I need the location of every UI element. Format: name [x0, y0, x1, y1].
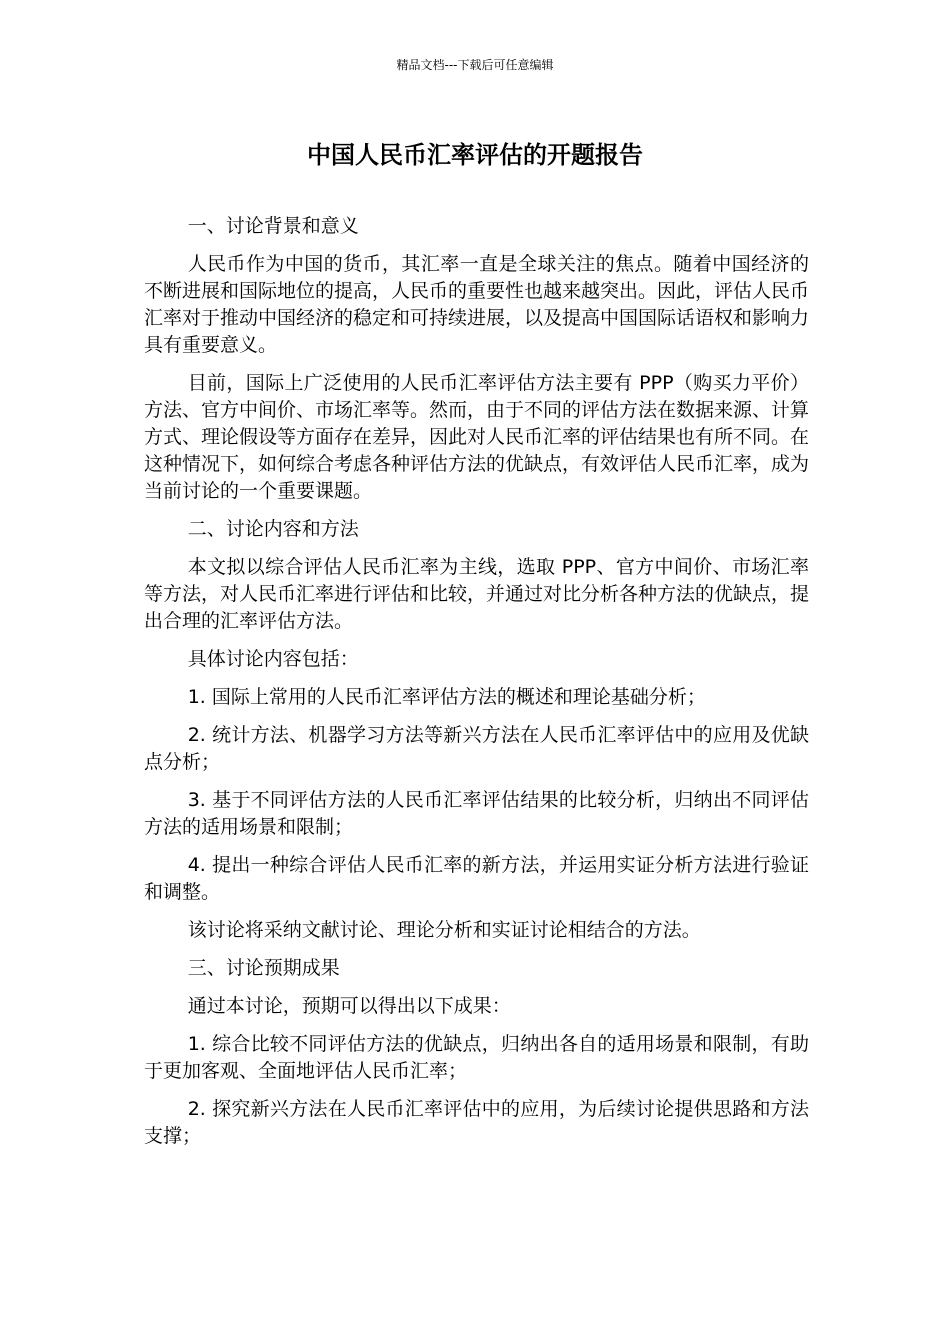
section-heading-content-methods: 二、讨论内容和方法: [187, 518, 359, 540]
paragraph-results-1: 通过本讨论，预期可以得出以下成果：: [187, 995, 511, 1017]
paragraph-background-2: 目前，国际上广泛使用的人民币汇率评估方法主要有 PPP（购买力平价）方法、官方中间价、市场汇率等。然而，由于不同的评估方法在数据来源、计算方式、理论假设等方面存在差异，因此对人民币汇率的评估结果也有所不同。在这种情况下，如何综合考虑各种评估方法的优缺点，有效评估人民币汇率，成为当前讨论的一个重要课题。: [144, 372, 810, 502]
paragraph-background-1: 人民币作为中国的货币，其汇率一直是全球关注的焦点。随着中国经济的不断进展和国际地位的提高，人民币的重要性也越来越突出。因此，评估人民币汇率对于推动中国经济的稳定和可持续进展，以及提高中国国际话语权和影响力具有重要意义。: [144, 253, 810, 356]
paragraph-content-2: 具体讨论内容包括：: [187, 648, 359, 670]
list-item-results-1: 1. 综合比较不同评估方法的优缺点，归纳出各自的适用场景和限制，有助于更加客观、全面地评估人民币汇率；: [144, 1033, 809, 1082]
section-heading-background: 一、讨论背景和意义: [187, 215, 359, 237]
list-item-content-4: 4. 提出一种综合评估人民币汇率的新方法，并运用实证分析方法进行验证和调整。: [144, 854, 809, 903]
list-item-content-3: 3. 基于不同评估方法的人民币汇率评估结果的比较分析，归纳出不同评估方法的适用场景和限制；: [144, 789, 809, 838]
list-item-content-1: 1. 国际上常用的人民币汇率评估方法的概述和理论基础分析；: [187, 686, 706, 708]
list-item-content-2: 2. 统计方法、机器学习方法等新兴方法在人民币汇率评估中的应用及优缺点分析；: [144, 724, 809, 773]
paragraph-content-1: 本文拟以综合评估人民币汇率为主线，选取 PPP、官方中间价、市场汇率等方法，对人民币汇率进行评估和比较，并通过对比分析各种方法的优缺点，提出合理的汇率评估方法。: [144, 556, 810, 632]
page-header: 精品文档---下载后可任意编辑: [396, 58, 554, 72]
list-item-results-2: 2. 探究新兴方法在人民币汇率评估中的应用，为后续讨论提供思路和方法支撑；: [144, 1098, 809, 1147]
document-title: 中国人民币汇率评估的开题报告: [307, 141, 643, 169]
document-body: [144, 213, 809, 1161]
section-heading-expected-results: 三、讨论预期成果: [187, 957, 340, 979]
paragraph-content-3: 该讨论将采纳文献讨论、理论分析和实证讨论相结合的方法。: [187, 919, 701, 941]
